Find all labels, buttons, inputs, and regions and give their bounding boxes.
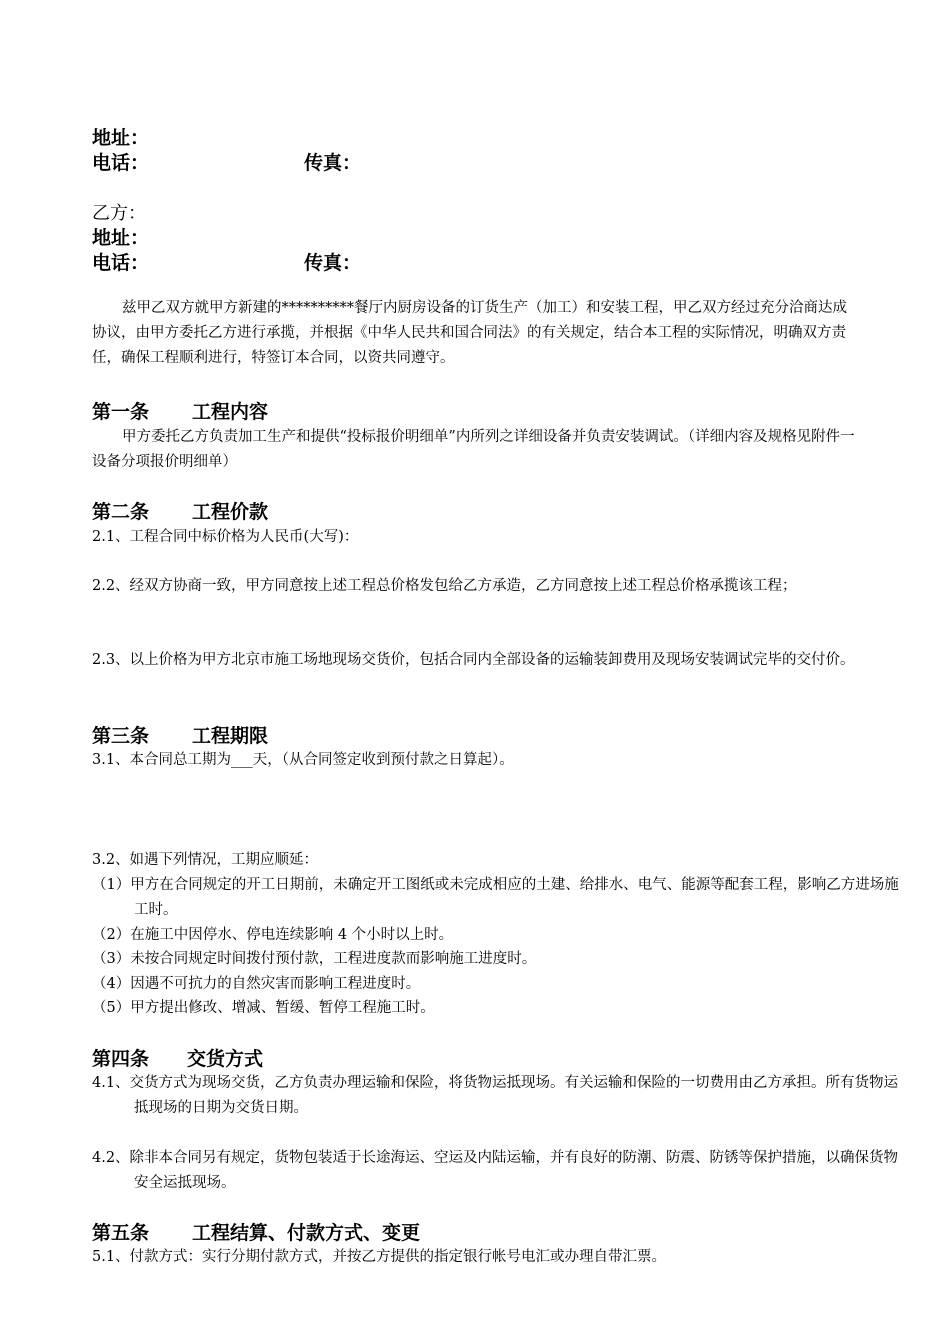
section-1-heading — [92, 400, 268, 424]
party-b-address-label: 地址： — [92, 227, 150, 249]
clause-4-2: 4.2、除非本合同另有规定，货物包装适于长途海运、空运及内陆运输，并有良好的防潮、防震、防锈等保护措施，以确保货物安全运抵现场。 — [92, 1150, 899, 1191]
clause-3-2-item-2: （2）在施工中因停水、停电连续影响 4 个小时以上时。 — [92, 927, 454, 943]
section-2-number: 第二条 — [92, 501, 150, 523]
section-2-title: 工程价款 — [192, 501, 269, 523]
section-3-heading — [92, 724, 268, 748]
section-4-title: 交货方式 — [187, 1048, 264, 1070]
clause-5-1: 5.1、付款方式：实行分期付款方式，并按乙方提供的指定银行帐号电汇或办理自带汇票。 — [92, 1249, 667, 1265]
party-b-fax-label: 传真： — [304, 252, 362, 274]
party-b-label: 乙方： — [92, 203, 146, 224]
clause-3-1: 3.1、本合同总工期为___天，（从合同签定收到预付款之日算起）。 — [92, 752, 514, 768]
clause-3-2-item-3: （3）未按合同规定时间拨付预付款，工程进度款而影响施工进度时。 — [92, 951, 537, 967]
clause-3-2-item-5: （5）甲方提出修改、增减、暂缓、暂停工程施工时。 — [92, 1000, 435, 1016]
clause-3-2-item-1: （1）甲方在合同规定的开工日期前，未确定开工图纸或未完成相应的土建、给排水、电气、能源等配套工程，影响乙方进场施工时。 — [92, 877, 899, 918]
clause-3-2-item-4: （4）因遇不可抗力的自然灾害而影响工程进度时。 — [92, 976, 421, 992]
section-4-heading — [92, 1047, 263, 1071]
party-a-address-label: 地址： — [92, 127, 150, 149]
clause-4-1: 4.1、交货方式为现场交货，乙方负责办理运输和保险，将货物运抵现场。有关运输和保险的一切费用由乙方承担。所有货物运抵现场的日期为交货日期。 — [92, 1075, 899, 1116]
section-1-paragraph: 甲方委托乙方负责加工生产和提供“投标报价明细单”内所列之详细设备并负责安装调试。（详细内容及规格见附件一设备分项报价明细单） — [92, 429, 855, 470]
section-4-number: 第四条 — [92, 1048, 150, 1070]
party-a-fax-label: 传真： — [304, 152, 362, 174]
clause-2-2: 2.2、经双方协商一致，甲方同意按上述工程总价格发包给乙方承造，乙方同意按上述工程总价格承揽该工程； — [92, 578, 797, 594]
section-3-title: 工程期限 — [192, 725, 269, 747]
party-a-phone-label: 电话： — [92, 152, 150, 174]
clause-2-1: 2.1、工程合同中标价格为人民币(大写)： — [92, 529, 359, 545]
section-5-title: 工程结算、付款方式、变更 — [192, 1222, 421, 1244]
section-3-number: 第三条 — [92, 725, 150, 747]
section-1-title: 工程内容 — [192, 401, 269, 423]
clause-2-3: 2.3、以上价格为甲方北京市施工场地现场交货价，包括合同内全部设备的运输装卸费用及现场安装调试完毕的交付价。 — [92, 652, 855, 668]
section-5-number: 第五条 — [92, 1222, 150, 1244]
preamble-paragraph: 兹甲乙双方就甲方新建的**********餐厅内厨房设备的订货生产（加工）和安装工程，甲乙双方经过充分洽商达成协议，由甲方委托乙方进行承揽，并根据《中华人民共和国合同法》的有关规定，结合本工程的实际情况，明确双方责任，确保工程顺利进行，特签订本合同，以资共同遵守。 — [92, 300, 847, 366]
party-b-phone-label: 电话： — [92, 252, 150, 274]
clause-3-2: 3.2、如遇下列情况，工期应顺延： — [92, 852, 319, 868]
section-5-heading — [92, 1221, 420, 1245]
section-1-number: 第一条 — [92, 401, 150, 423]
section-2-heading — [92, 500, 268, 524]
